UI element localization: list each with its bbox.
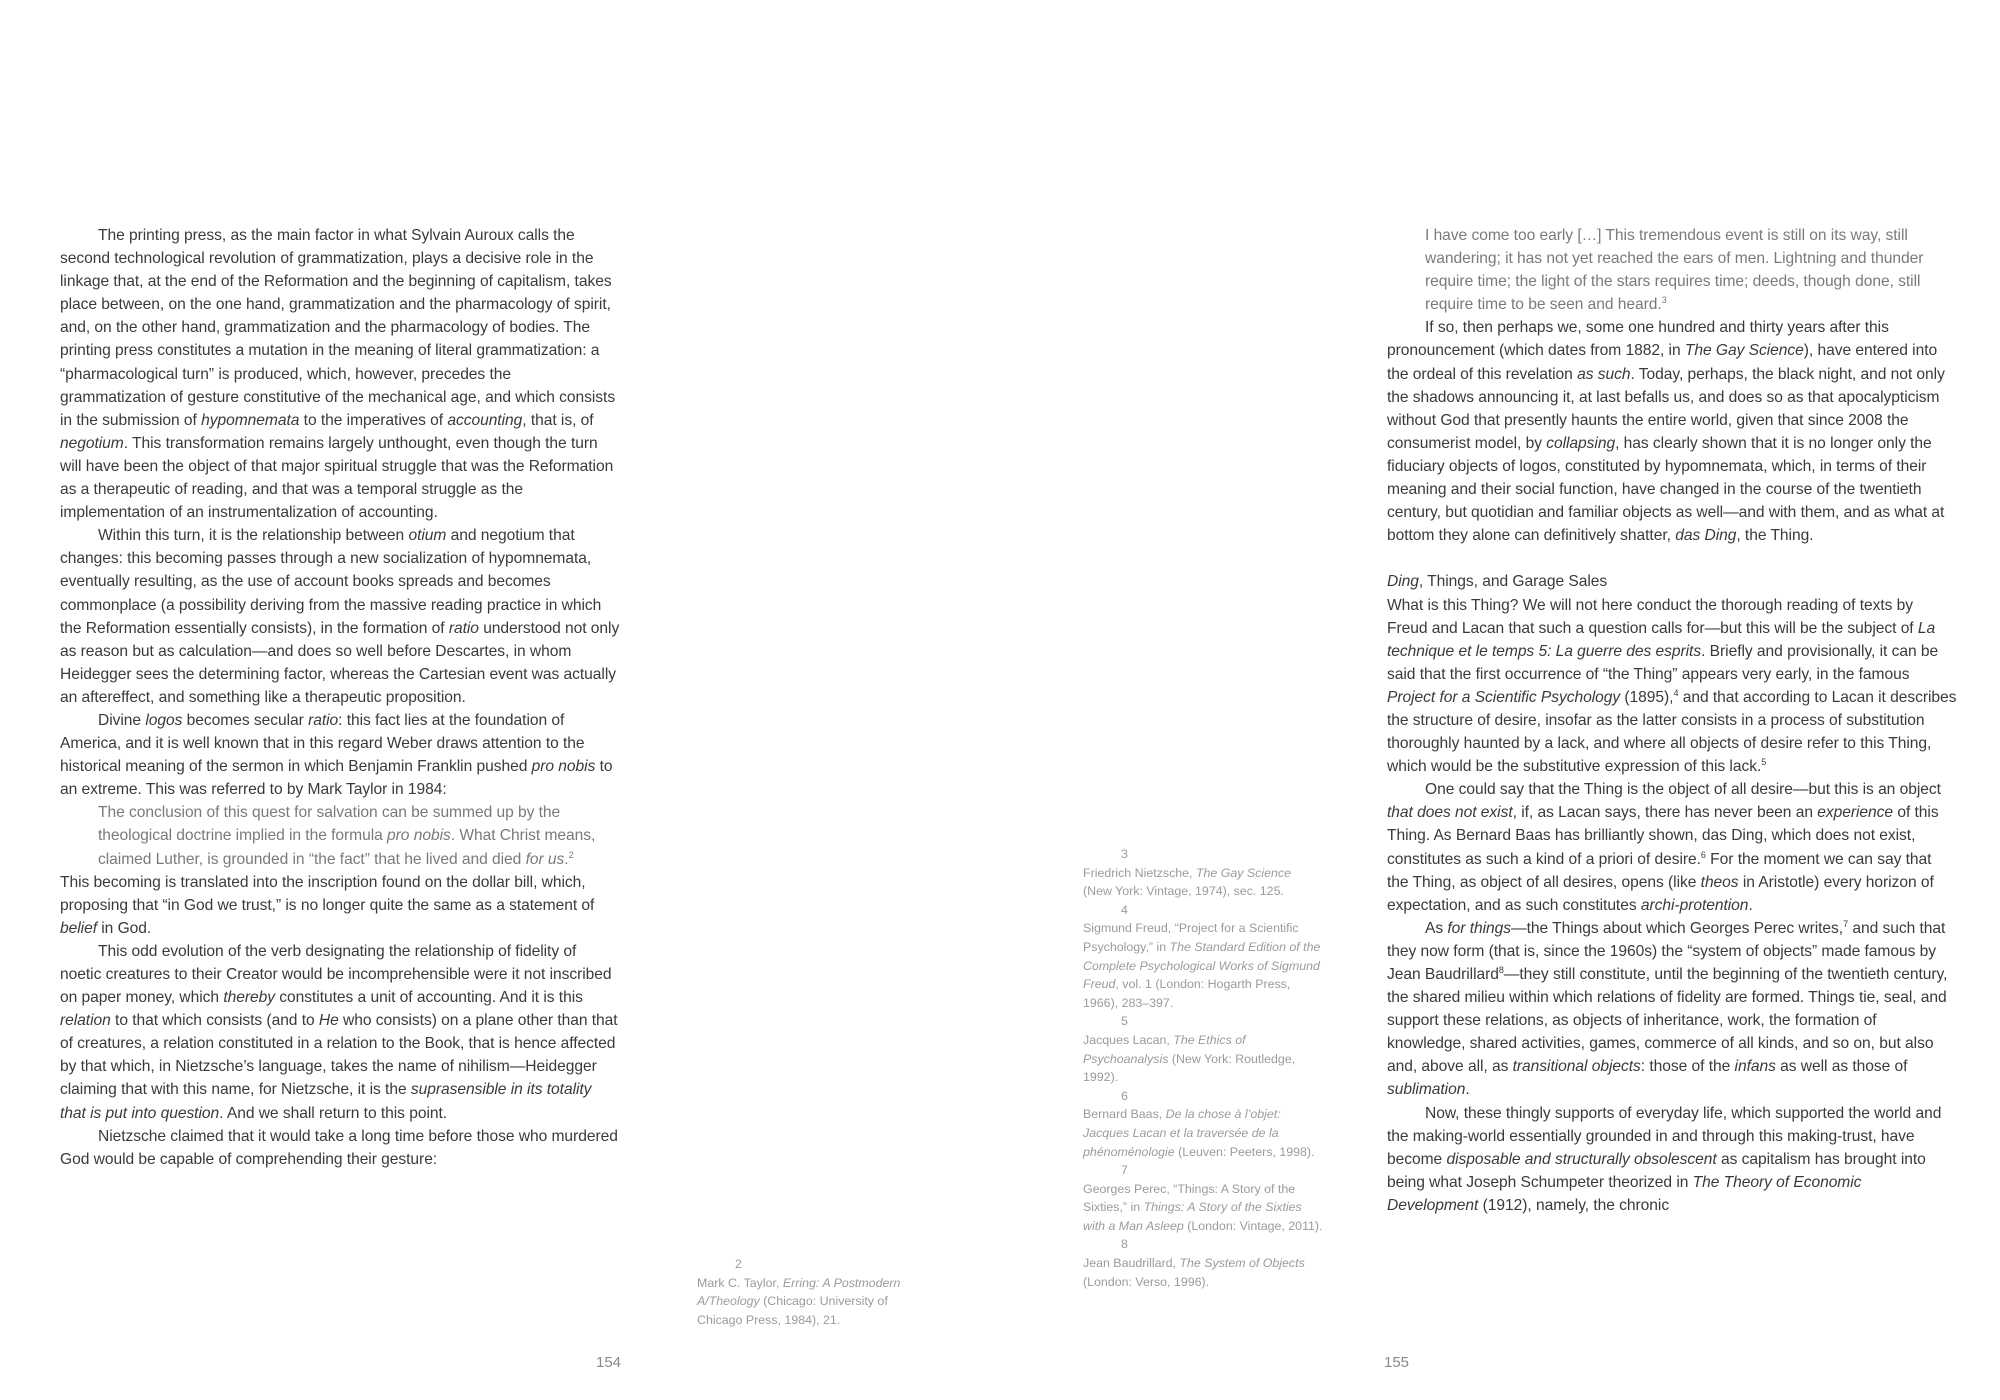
text-run: This becoming is translated into the inscription found on the dollar bill, which, proposing that “in God we trust,” is no longer quite the same as a statement of <box>60 873 595 914</box>
text-run: One could say that the Thing is the object of all desire—but this is an object <box>1425 781 1941 799</box>
footnote <box>697 1255 927 1329</box>
footnote-ref[interactable]: 7 <box>1843 918 1849 929</box>
paragraph <box>1387 917 1957 1102</box>
footnote <box>1083 901 1323 1013</box>
text-run: . <box>1748 896 1753 914</box>
text-run: and such that they now form (that is, since the 1960s) the “system of objects” made famous by Jean Baudrillard <box>1387 919 1946 983</box>
footnote-ref[interactable]: 8 <box>1498 965 1504 975</box>
text-run: Divine <box>98 711 146 729</box>
text-run: becomes secular <box>182 711 309 729</box>
text-run: , the Thing. <box>1736 527 1814 545</box>
paragraph <box>60 709 620 801</box>
text-run: (London: Verso, 1996). <box>1083 1274 1210 1289</box>
footnote-number: 4 <box>1121 902 1128 917</box>
left-page-body <box>60 224 620 1171</box>
section-heading <box>1387 570 1957 593</box>
spacer <box>1387 547 1957 570</box>
italic-text: experience <box>1817 804 1894 822</box>
text-run: . Briefly and provisionally, it can be said that the first occurrence of “the Thing” appears very early, in the famous <box>1387 642 1939 683</box>
footnote <box>1083 1235 1323 1291</box>
footnote-ref[interactable]: 4 <box>1673 687 1679 698</box>
footnote-number: 7 <box>1121 1163 1128 1178</box>
italic-text: das Ding <box>1675 527 1737 545</box>
text-run: Within this turn, it is the relationship between <box>98 527 409 545</box>
footnote-number: 8 <box>1121 1237 1128 1252</box>
paragraph <box>1387 1102 1957 1217</box>
text-run: to the imperatives of <box>299 411 448 429</box>
text-run: —the Things about which Georges Perec writes, <box>1511 919 1844 937</box>
italic-text: transitional objects <box>1512 1058 1641 1076</box>
footnote-ref[interactable]: 6 <box>1700 849 1706 860</box>
paragraph <box>1387 316 1957 547</box>
text-run: What is this Thing? We will not here conduct the thorough reading of texts by Freud and Lacan that such a question calls for—but this will be the subject of <box>1387 596 1918 637</box>
text-run: . <box>1465 1081 1470 1099</box>
page-number-right: 155 <box>1384 1354 1410 1371</box>
footnote <box>1083 845 1323 901</box>
paragraph <box>60 871 620 940</box>
paragraph <box>60 1125 620 1171</box>
italic-text: Things: A Story of the Sixties with a Man Asleep <box>1083 1200 1302 1233</box>
italic-text: pro nobis <box>387 827 451 845</box>
footnote <box>1083 1161 1323 1235</box>
italic-text: sublimation <box>1387 1081 1466 1099</box>
text-run: Jacques Lacan, <box>1083 1032 1174 1047</box>
paragraph <box>60 940 620 1125</box>
footnote-ref[interactable]: 2 <box>568 849 574 860</box>
text-run: (1895), <box>1620 688 1674 706</box>
text-run: (Chicago: University of Chicago Press, 1984), 21. <box>697 1294 888 1327</box>
italic-text: as such <box>1577 365 1631 383</box>
text-run: , if, as Lacan says, there has never been an <box>1512 804 1818 822</box>
italic-text: The Gay Science <box>1684 342 1804 360</box>
text-run: Now, these thingly supports of everyday life, which supported the world and the making-world essentially grounded in and through this making-trust, have become <box>1387 1104 1942 1168</box>
italic-text: disposable and structurally obsolescent <box>1446 1150 1717 1168</box>
text-run: in Aristotle) every horizon of expectation, and as such constitutes <box>1387 873 1934 914</box>
italic-text: archi-protention <box>1640 896 1749 914</box>
italic-text: La technique et le temps 5: La guerre des esprits <box>1387 619 1936 660</box>
text-run: , has clearly shown that it is no longer only the fiduciary objects of logos, constituted by hypomnemata, which, in terms of their meaning and their social function, have changed in the course of the twentieth century, but quotidian and familiar objects as well—and with them, and as what at bottom they alone can definitively shatter, <box>1387 434 1945 545</box>
italic-text: for things <box>1447 919 1512 937</box>
italic-text: infans <box>1734 1058 1776 1076</box>
text-run: ), have entered into the ordeal of this revelation <box>1387 342 1938 383</box>
italic-text: that does not exist <box>1387 804 1513 822</box>
footnote-text <box>1083 1031 1323 1087</box>
text-run: . Today, perhaps, the black night, and not only the shadows announcing it, at last befalls us, and does so as that apocalypticism without God that presently haunts the entire world, given that since 2008 the consumerist model, by <box>1387 365 1945 452</box>
text-run: . And we shall return to this point. <box>219 1104 448 1122</box>
text-run: (New York: Routledge, 1992). <box>1083 1051 1296 1085</box>
text-run: If so, then perhaps we, some one hundred and thirty years after this pronouncement (which dates from 1882, in <box>1387 319 1889 360</box>
text-run: For the moment we can say that the Thing, as object of all desires, opens (like <box>1387 850 1932 891</box>
text-run: —they still constitute, until the beginning of the twentieth century, the shared milieu within which relations of fidelity are formed. Things tie, seal, and support these relations, as objects of inheritance, work, the formation of knowledge, shared activities, games, commerce of all kinds, and so on, but also and, above all, as <box>1387 966 1948 1076</box>
text-run: Bernard Baas, <box>1083 1107 1166 1122</box>
text-run: This odd evolution of the verb designating the relationship of fidelity of noetic creatures to their Creator would be incomprehensible were it not inscribed on paper money, which <box>60 942 612 1007</box>
footnote-text <box>1083 1180 1323 1236</box>
text-run: Jean Baudrillard, <box>1083 1256 1180 1271</box>
italic-text: for us <box>525 850 565 868</box>
text-run: , that is, of <box>522 411 594 429</box>
footnotes-left <box>697 1255 927 1329</box>
text-run: (Leuven: Peeters, 1998). <box>1174 1144 1315 1159</box>
text-run: constitutes a unit of accounting. And it is this <box>274 989 583 1007</box>
text-run: Georges Perec, “Things: A Story of the Sixties,” in <box>1083 1181 1296 1215</box>
italic-text: collapsing <box>1546 434 1616 452</box>
text-run: The printing press, as the main factor in what Sylvain Auroux calls the second technological revolution of grammatization, plays a decisive role in the linkage that, at the end of the Reformation and the beginning of capitalism, takes place between, on the one hand, grammatization and the pharmacology of spirit, and, on the other hand, grammatization and the pharmacology of bodies. The printing press constitutes a mutation in the meaning of literal grammatization: a “pharmacological turn” is produced, which, however, precedes the grammatization of gesture constitutive of the mechanical age, and which consists in the submission of <box>60 227 616 429</box>
italic-text: logos <box>145 711 183 729</box>
text-run: . What Christ means, claimed Luther, is grounded in “the fact” that he lived and died <box>98 827 596 868</box>
italic-text: theos <box>1700 873 1739 891</box>
footnote-number: 5 <box>1121 1014 1128 1029</box>
paragraph <box>1387 594 1957 779</box>
text-run: , vol. 1 (London: Hogarth Press, 1966), 283–397. <box>1083 977 1291 1010</box>
text-run: Nietzsche claimed that it would take a long time before those who murdered God would be capable of comprehending their gesture: <box>60 1127 618 1168</box>
footnote-ref[interactable]: 3 <box>1661 295 1667 306</box>
italic-text: The Theory of Economic Development <box>1387 1173 1862 1214</box>
text-run: of this Thing. As Bernard Baas has brilliantly shown, das Ding, which does not exist, constitutes as such a kind of a priori of desire. <box>1387 804 1939 868</box>
italic-text: accounting <box>447 411 523 429</box>
text-run: (London: Vintage, 2011). <box>1183 1218 1323 1233</box>
text-run: The conclusion of this quest for salvation can be summed up by the theological doctrine implied in the formula <box>98 804 561 845</box>
footnote-text <box>697 1274 927 1330</box>
text-run: as well as those of <box>1775 1058 1908 1076</box>
text-run: . This transformation remains largely unthought, even though the turn will have been the object of that major spiritual struggle that was the Reformation as a therapeutic of reading, and that was a temporal struggle as the implementation of an instrumentalization of accounting. <box>60 434 614 522</box>
text-run: understood not only as reason but as calculation—and does so well before Descartes, in whom Heidegger sees the determining factor, whereas the Cartesian event was actually an aftereffect, and something like a therapeutic proposition. <box>60 619 620 706</box>
right-page-body <box>1387 224 1957 1217</box>
paragraph <box>60 224 620 524</box>
italic-text: negotium <box>60 434 124 452</box>
footnote-ref[interactable]: 5 <box>1761 757 1767 768</box>
footnote <box>1083 1087 1323 1161</box>
block-quote <box>1387 224 1945 316</box>
italic-text: hypomnemata <box>201 411 300 429</box>
footnote-number: 3 <box>1121 847 1128 861</box>
footnote-text <box>1083 1254 1323 1291</box>
paragraph <box>60 524 620 709</box>
italic-text: Erring: A Postmodern A/Theology <box>697 1275 901 1309</box>
footnotes-right <box>1083 845 1323 1291</box>
footnote-text <box>1083 919 1323 1012</box>
text-run: I have come too early […] This tremendous event is still on its way, still wandering; it has not yet reached the ears of men. Lightning and thunder require time; the light of the stars requires time; deeds, though done, still require time to be seen and heard. <box>1425 227 1924 314</box>
text-run: Sigmund Freud, “Project for a Scientific Psychology,” in <box>1083 921 1299 954</box>
italic-text: ratio <box>308 711 339 729</box>
text-run: : those of the <box>1640 1058 1735 1076</box>
footnote-number: 6 <box>1121 1088 1128 1103</box>
text-run: Friedrich Nietzsche, <box>1083 865 1196 880</box>
italic-text: Project for a Scientific Psychology <box>1387 688 1621 706</box>
footnote-number: 2 <box>735 1257 742 1271</box>
text-run: . <box>564 850 569 868</box>
italic-text: The System of Objects <box>1179 1256 1305 1271</box>
text-run: Mark C. Taylor, <box>697 1275 783 1290</box>
text-run: and negotium that changes: this becoming passes through a new socialization of hypomnemata, eventually resulting, as the use of account books spreads and becomes commonplace (a possibility deriving from the massive reading practice in which the Reformation essentially consists), in the formation of <box>60 527 602 637</box>
text-run: in God. <box>96 919 152 937</box>
text-run: (1912), namely, the chronic <box>1478 1196 1670 1214</box>
text-run: who consists) on a plane other than that of creatures, a relation constituted in a relation to the Book, that is hence affected by that which, in Nietzsche’s language, takes the name of nihilism—Heidegger claiming that with this name, for Nietzsche, it is the <box>60 1012 618 1099</box>
italic-text: ratio <box>448 619 479 637</box>
italic-text: suprasensible in its totality that is put into question <box>60 1081 592 1122</box>
block-quote <box>60 801 608 870</box>
italic-text: thereby <box>223 989 275 1007</box>
italic-text: Ding <box>1387 573 1419 591</box>
italic-text: relation <box>60 1012 111 1030</box>
text-run: , Things, and Garage Sales <box>1418 573 1608 591</box>
italic-text: The Standard Edition of the Complete Psychological Works of Sigmund Freud <box>1083 939 1321 992</box>
text-run: as capitalism has brought into being what Joseph Schumpeter theorized in <box>1387 1150 1926 1191</box>
italic-text: belief <box>60 919 97 937</box>
italic-text: The Gay Science <box>1195 865 1291 880</box>
text-run: (New York: Vintage, 1974), sec. 125. <box>1083 884 1284 899</box>
text-run: to that which consists (and to <box>110 1012 319 1030</box>
text-run: As <box>1425 919 1448 937</box>
italic-text: otium <box>408 527 447 545</box>
footnote-text <box>1083 864 1323 901</box>
italic-text: The Ethics of Psychoanalysis <box>1083 1032 1246 1066</box>
italic-text: De la chose à l’objet: Jacques Lacan et la traversée de la phénoménologie <box>1083 1107 1281 1159</box>
footnote-text <box>1083 1105 1323 1161</box>
text-run: to an extreme. This was referred to by Mark Taylor in 1984: <box>60 758 613 799</box>
italic-text: He <box>318 1012 339 1030</box>
italic-text: pro nobis <box>531 758 596 776</box>
footnote <box>1083 1012 1323 1086</box>
paragraph <box>1387 778 1957 917</box>
text-run: and that according to Lacan it describes the structure of desire, insofar as the latter consists in a process of substitution thoroughly haunted by a lack, and where all objects of desire refer to this Thing, which would be the substitutive expression of this lack. <box>1387 688 1957 776</box>
text-run: : this fact lies at the foundation of America, and it is well known that in this regard Weber draws attention to the historical meaning of the sermon in which Benjamin Franklin pushed <box>60 711 585 776</box>
page-number-left: 154 <box>596 1354 622 1371</box>
